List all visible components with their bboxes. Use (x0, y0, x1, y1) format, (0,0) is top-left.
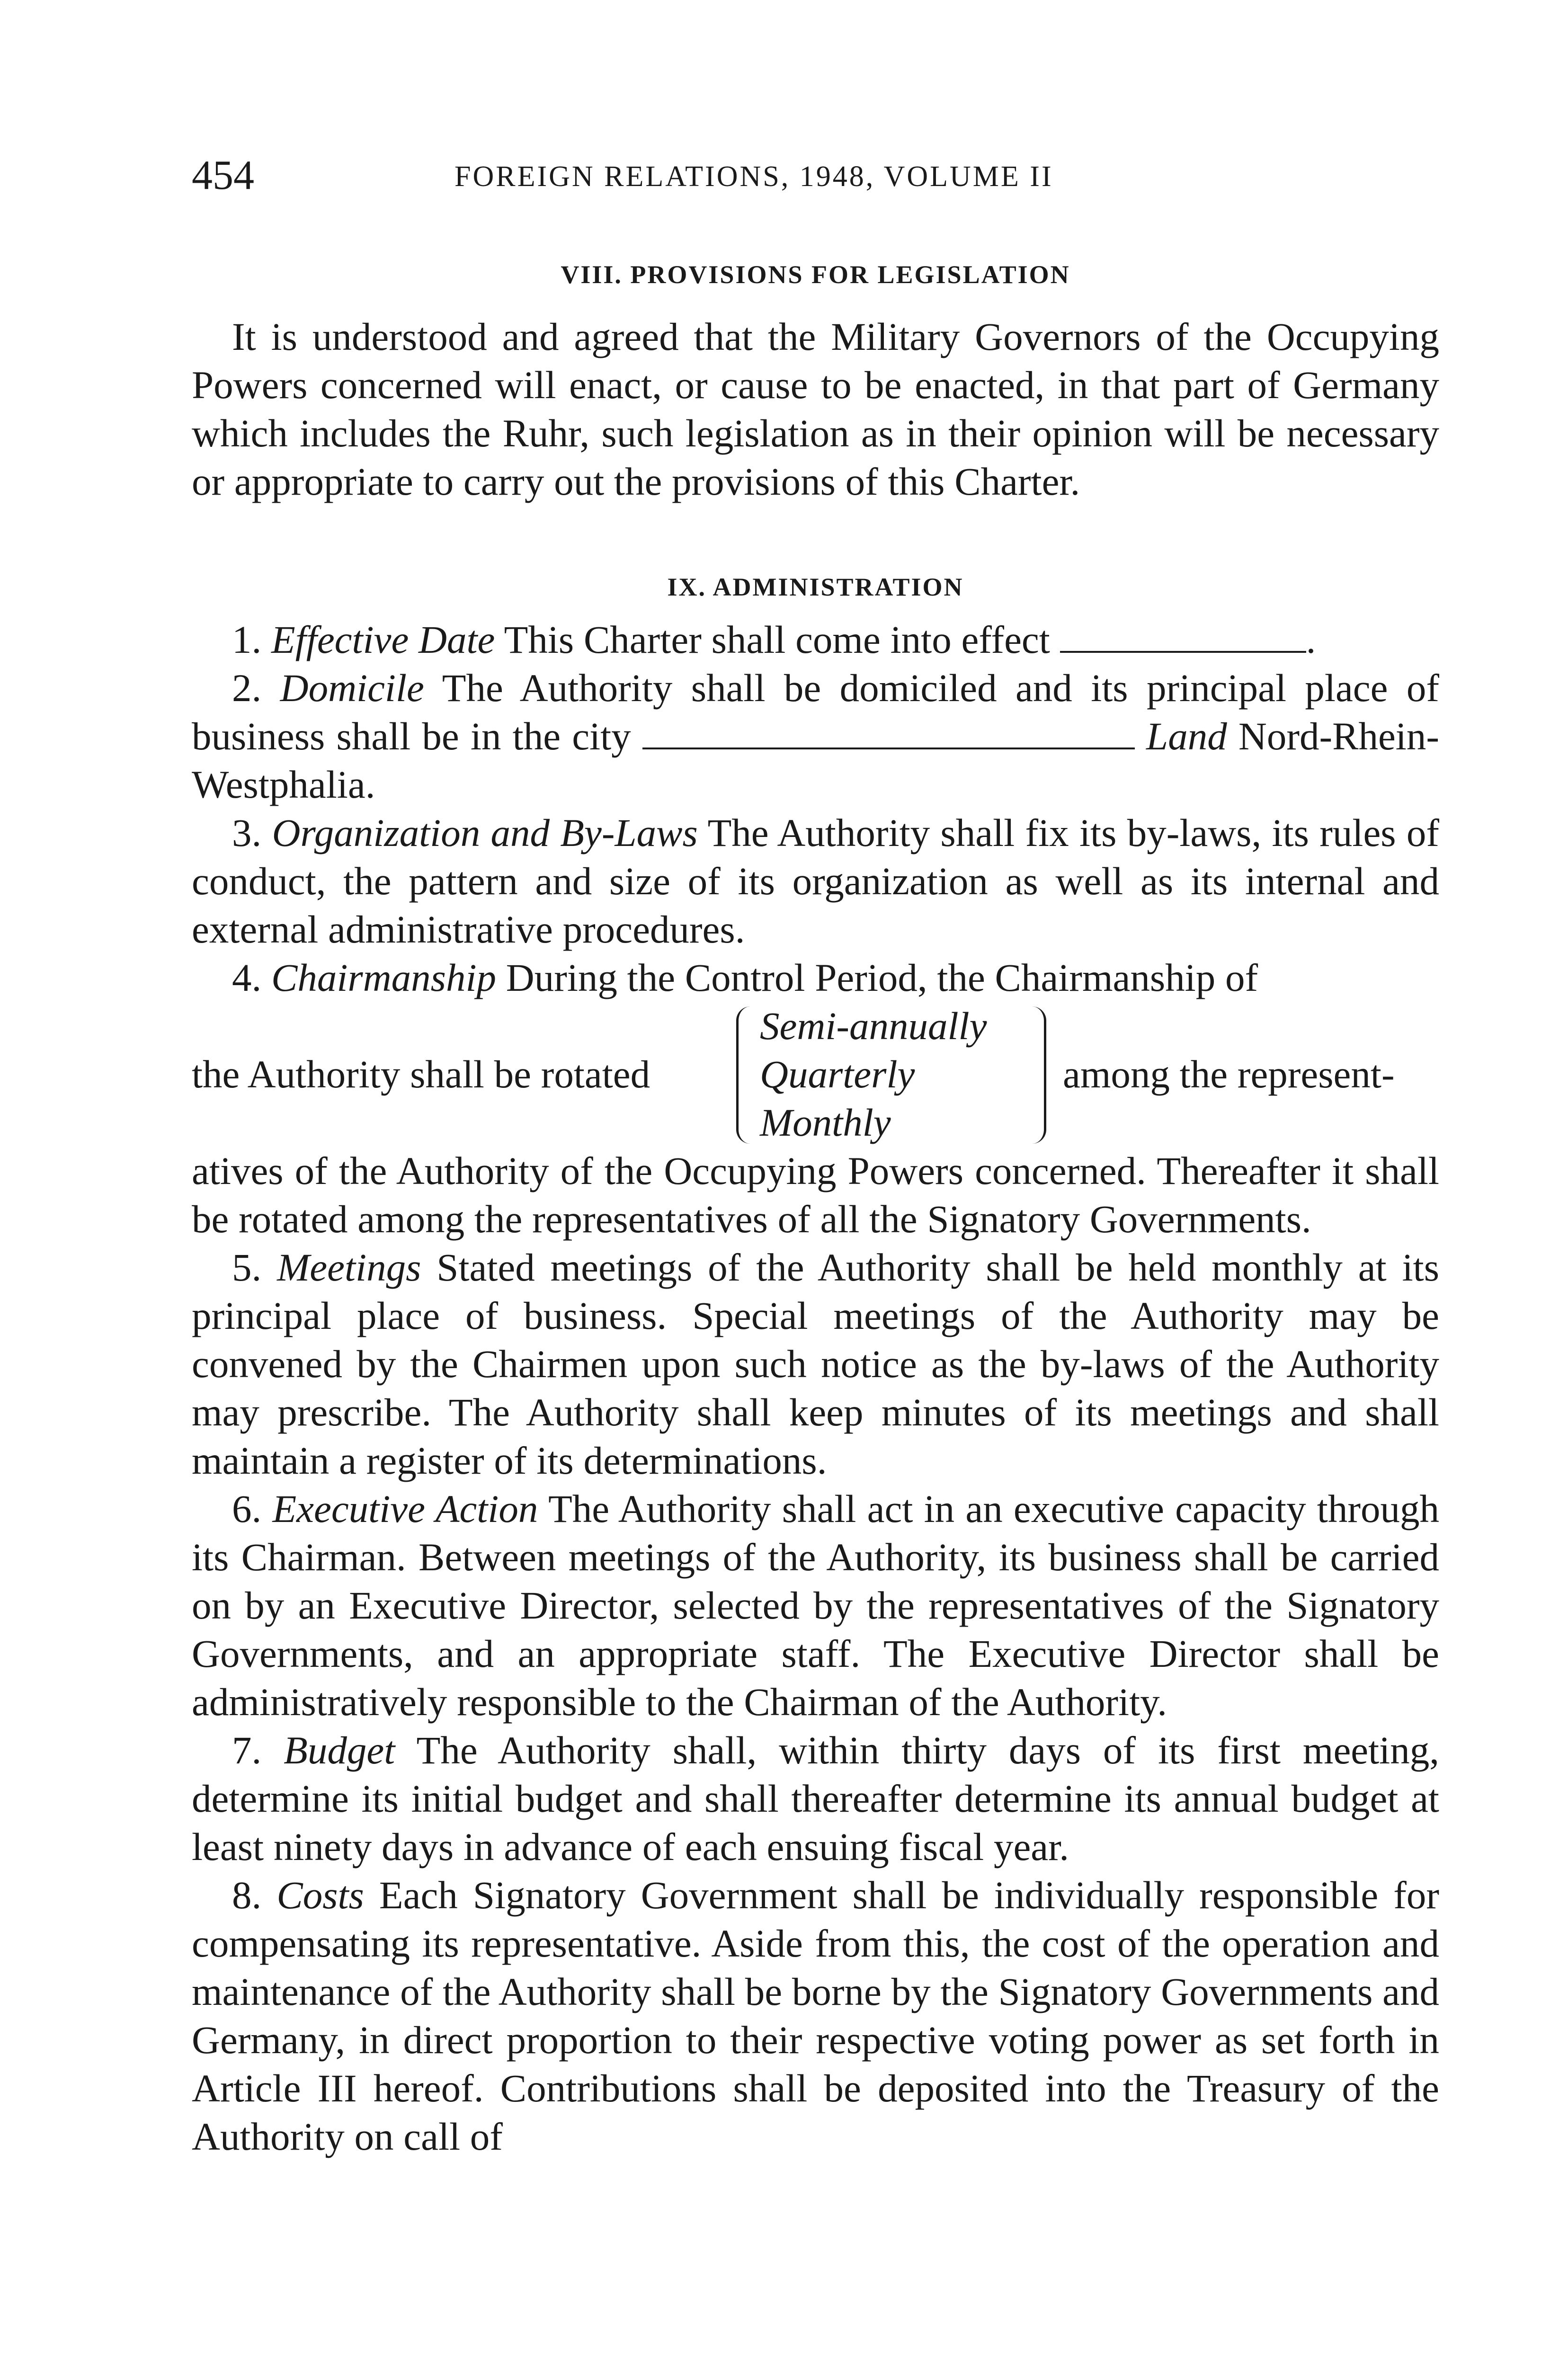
left-brace (736, 1006, 753, 1144)
item-heading: Budget (284, 1728, 395, 1772)
section-ix (192, 568, 1439, 2161)
item-heading: Chairmanship (271, 956, 497, 999)
option-semi-annually: Semi-annually (760, 1004, 987, 1048)
page-number: 454 (192, 152, 254, 198)
right-brace (1030, 1006, 1046, 1144)
section-viii (192, 256, 1439, 506)
item-heading: Executive Action (272, 1487, 538, 1531)
option-quarterly: Quarterly (760, 1052, 915, 1096)
item-heading: Costs (276, 1873, 364, 1917)
blank-line (642, 743, 1135, 749)
item-heading: Organization and By-Laws (272, 811, 698, 854)
item-effective-date: 1. Effective Date This Charter shall come into effect . (232, 618, 1316, 661)
section-viii-text: It is understood and agreed that the Military Governors of the Occupying Powers concerned will enact, or cause to be enacted, in that part of Germany which includes the Ruhr, such legislation as in their opinion will be necessary or appropriate to carry out the provisions of this Charter. (192, 315, 1439, 503)
page-header (0, 151, 1568, 208)
item-heading: Effective Date (271, 618, 495, 661)
section-ix-title: IX. ADMINISTRATION (667, 573, 964, 601)
item-heading: Domicile (280, 666, 424, 710)
section-viii-title: VIII. PROVISIONS FOR LEGISLATION (561, 260, 1070, 289)
item-meetings: 5. Meetings Stated meetings of the Authority shall be held monthly at its principal place of business. Special meetings of the Authority may be convened by the Chairmen upon such notice as the by-laws of the Authority may prescribe. The Authority shall keep minutes of its meetings and shall maintain a register of its determinations. (192, 1246, 1439, 1482)
running-head: FOREIGN RELATIONS, 1948, VOLUME II (454, 160, 1053, 193)
rotation-options-block: the Authority shall be rotated Semi-annually Quarterly Monthly among the represent- (192, 1002, 1439, 1147)
item-chairmanship: 4. Chairmanship During the Control Period, the Chairmanship of (232, 956, 1258, 999)
chairmanship-continued: atives of the Authority of the Occupying Powers concerned. Thereafter it shall be rotated among the representatives of all the Signatory Governments. (192, 1149, 1439, 1241)
rotation-options (760, 1002, 987, 1147)
item-domicile: 2. Domicile The Authority shall be domiciled and its principal place of business shall be in the city Land Nord-Rhein-Westphalia. (192, 666, 1439, 806)
item-organization: 3. Organization and By-Laws The Authority shall fix its by-laws, its rules of conduct, the pattern and size of its organization as well as its internal and external administrative procedures. (192, 811, 1440, 951)
item-executive-action: 6. Executive Action The Authority shall act in an executive capacity through its Chairman. Between meetings of the Authority, its business shall be carried on by an Executive Director, selected by the representatives of the Signatory Governments, and an appropriate staff. The Executive Director shall be administratively responsible to the Chairman of the Authority. (192, 1487, 1439, 1724)
item-heading: Meetings (277, 1246, 421, 1289)
item-costs: 8. Costs Each Signatory Government shall be individually responsible for compensating its representative. Aside from this, the cost of the operation and maintenance of the Authority shall be borne by the Signatory Governments and Germany, in direct proportion to their respective voting power as set forth in Article III hereof. Contributions shall be deposited into the Treasury of the Authority on call of (192, 1873, 1440, 2158)
item-budget: 7. Budget The Authority shall, within thirty days of its first meeting, determine its initial budget and shall thereafter determine its annual budget at least ninety days in advance of each ensuing fiscal year. (192, 1728, 1439, 1869)
option-monthly: Monthly (760, 1101, 891, 1144)
blank-line (1060, 646, 1306, 653)
